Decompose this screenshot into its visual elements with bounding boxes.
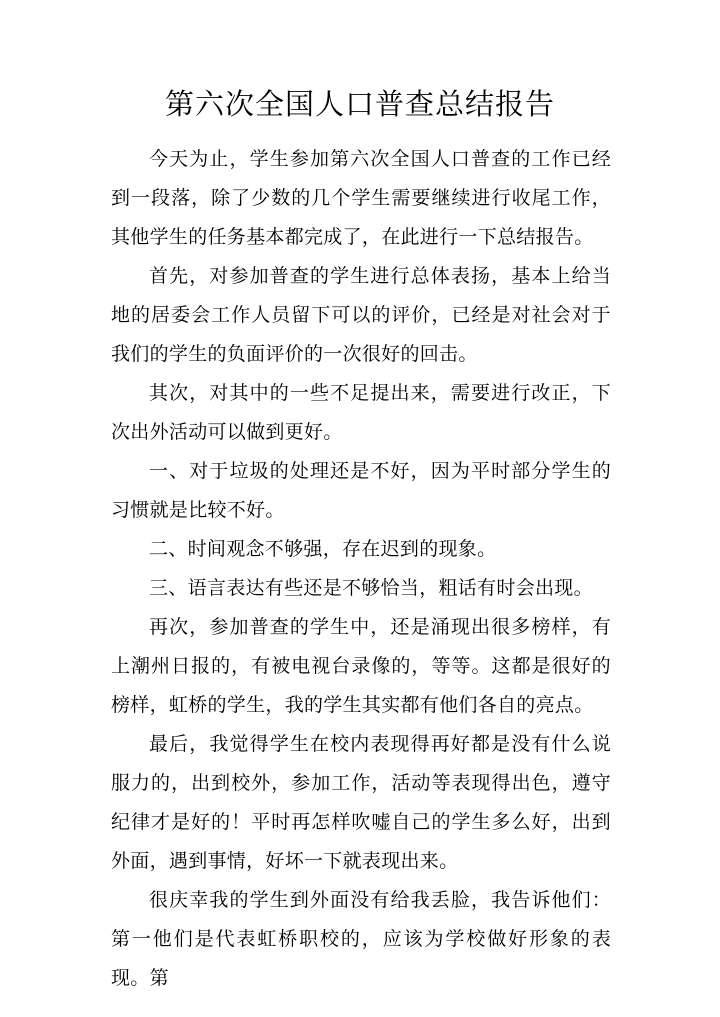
paragraph-last: 最后，我觉得学生在校内表现得再好都是没有什么说服力的，出到校外，参加工作，活动等表现得出色，遵守纪律才是好的！平时再怎样吹嘘自己的学生多么好，出到外面，遇到事情，好坏一下就表现出来。 — [111, 733, 611, 872]
paragraph-first: 首先，对参加普查的学生进行总体表扬，基本上给当地的居委会工作人员留下可以的评价，已经是对社会对于我们的学生的负面评价的一次很好的回击。 — [111, 265, 611, 365]
list-item-2: 二、时间观念不够强，存在迟到的现象。 — [149, 538, 497, 560]
paragraph-third: 再次，参加普查的学生中，还是涌现出很多榜样，有上潮州日报的，有被电视台录像的，等等。这都是很好的榜样，虹桥的学生，我的学生其实都有他们各自的亮点。 — [111, 616, 611, 716]
document-title: 第六次全国人口普查总结报告 — [164, 87, 555, 121]
list-item-3: 三、语言表达有些还是不够恰当，粗话有时会出现。 — [149, 577, 593, 599]
list-item-1: 一、对于垃圾的处理还是不好，因为平时部分学生的习惯就是比较不好。 — [111, 460, 611, 521]
paragraph-intro: 今天为止，学生参加第六次全国人口普查的工作已经到一段落，除了少数的几个学生需要继续进行收尾工作，其他学生的任务基本都完成了，在此进行一下总结报告。 — [111, 148, 611, 248]
paragraph-second: 其次，对其中的一些不足提出来，需要进行改正，下次出外活动可以做到更好。 — [111, 382, 611, 443]
paragraph-closing: 很庆幸我的学生到外面没有给我丢脸，我告诉他们：第一他们是代表虹桥职校的，应该为学校做好形象的表现。第 — [111, 889, 611, 989]
document-body — [111, 140, 611, 998]
